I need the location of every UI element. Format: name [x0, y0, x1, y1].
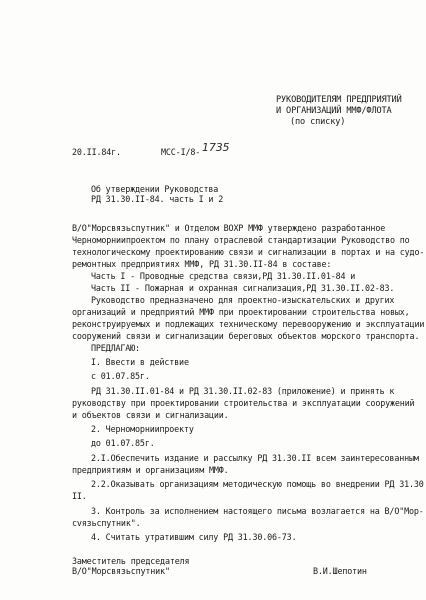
- body-line-17: 2. Черноморниипроекту: [91, 424, 194, 434]
- body-line-8: организаций и предприятий ММФ при проектировании строительства новых,: [72, 307, 410, 317]
- document-date: 20.II.84г.: [72, 147, 121, 157]
- body-line-11: ПРЕДЛАГАЮ:: [91, 343, 140, 353]
- body-line-25: 4. Считать утратившим силу РД 31.30.06-73.: [91, 532, 297, 542]
- subject-line-2: РД 31.30.II-84. часть I и 2: [91, 194, 224, 204]
- addressee-line-1: РУКОВОДИТЕЛЯМ ПРЕДПРИЯТИЙ: [276, 95, 402, 105]
- reference-prefix: МСС-I/8-: [161, 147, 201, 157]
- body-line-22: II.: [72, 491, 87, 501]
- body-line-12: I. Ввести в действие: [91, 357, 189, 367]
- reference-number-handwritten: 1735: [202, 141, 230, 154]
- addressee-line-3: (по списку): [290, 117, 346, 127]
- addressee-line-2: И ОРГАНИЗАЦИЙ ММФ/ФЛОТА: [276, 106, 392, 116]
- subject-line-1: Об утверждении Руководства: [91, 184, 219, 194]
- signature-title-line-2: В/О"Морсвязьспутник": [72, 566, 170, 576]
- body-line-10: сооружений связи и сигнализации береговых объектов морского транспорта.: [72, 331, 420, 341]
- body-line-15: руководству при проектировании строительства и эксплуатации сооружений: [72, 398, 415, 408]
- body-line-23: 3. Контроль за исполнением настоящего письма возлагается на В/О"Мор-: [91, 506, 424, 516]
- body-line-7: Руководство предназначено для проектно-изыскательских и других: [91, 295, 395, 305]
- body-line-6: Часть II - Пожарная и охранная сигнализация,РД 31.30.II.02-83.: [91, 283, 395, 293]
- body-line-24: сvязьспутник".: [72, 518, 141, 528]
- body-line-19: 2.I.Обеспечить издание и рассылку РД 31.30.II всем заинтересованным: [91, 453, 419, 463]
- body-line-3: технологическому проектированию связи и сигнализации в портах и на судо-: [72, 247, 425, 257]
- body-line-5: Часть I - Проводные средства связи,РД 31.30.II.01-84 и: [91, 271, 356, 281]
- body-line-20: предприятиям и организациям ММФ.: [72, 465, 229, 475]
- signature-name: В.И.Шепотин: [313, 566, 367, 576]
- signature-title-line-1: Заместитель председателя: [72, 556, 190, 566]
- body-line-21: 2.2.Оказывать организациям методическую помощь во внедрении РД 31.30: [91, 479, 424, 489]
- body-line-4: ремонтных предприятиях ММФ, РД 31.30.II-84 в составе:: [72, 259, 332, 269]
- body-line-2: Черноморниипроектом по плану отраслевой стандартизации Руководство по: [72, 235, 410, 245]
- body-line-14: РД 31.30.II.01-84 и РД 31.30.II.02-83 (приложение) и принять к: [91, 386, 395, 396]
- body-line-13: с 01.07.85г.: [91, 371, 150, 381]
- body-line-16: и объектов связи и сигнализации.: [72, 410, 229, 420]
- body-line-1: В/О"Морсвязьспутник" и Отделом ВОХР ММФ утверждено разработанное: [72, 223, 386, 233]
- body-line-9: реконструируемых и подлежащих техническому перевооружению и эксплуатации: [72, 319, 425, 329]
- body-line-18: до 01.07.85г.: [91, 438, 155, 448]
